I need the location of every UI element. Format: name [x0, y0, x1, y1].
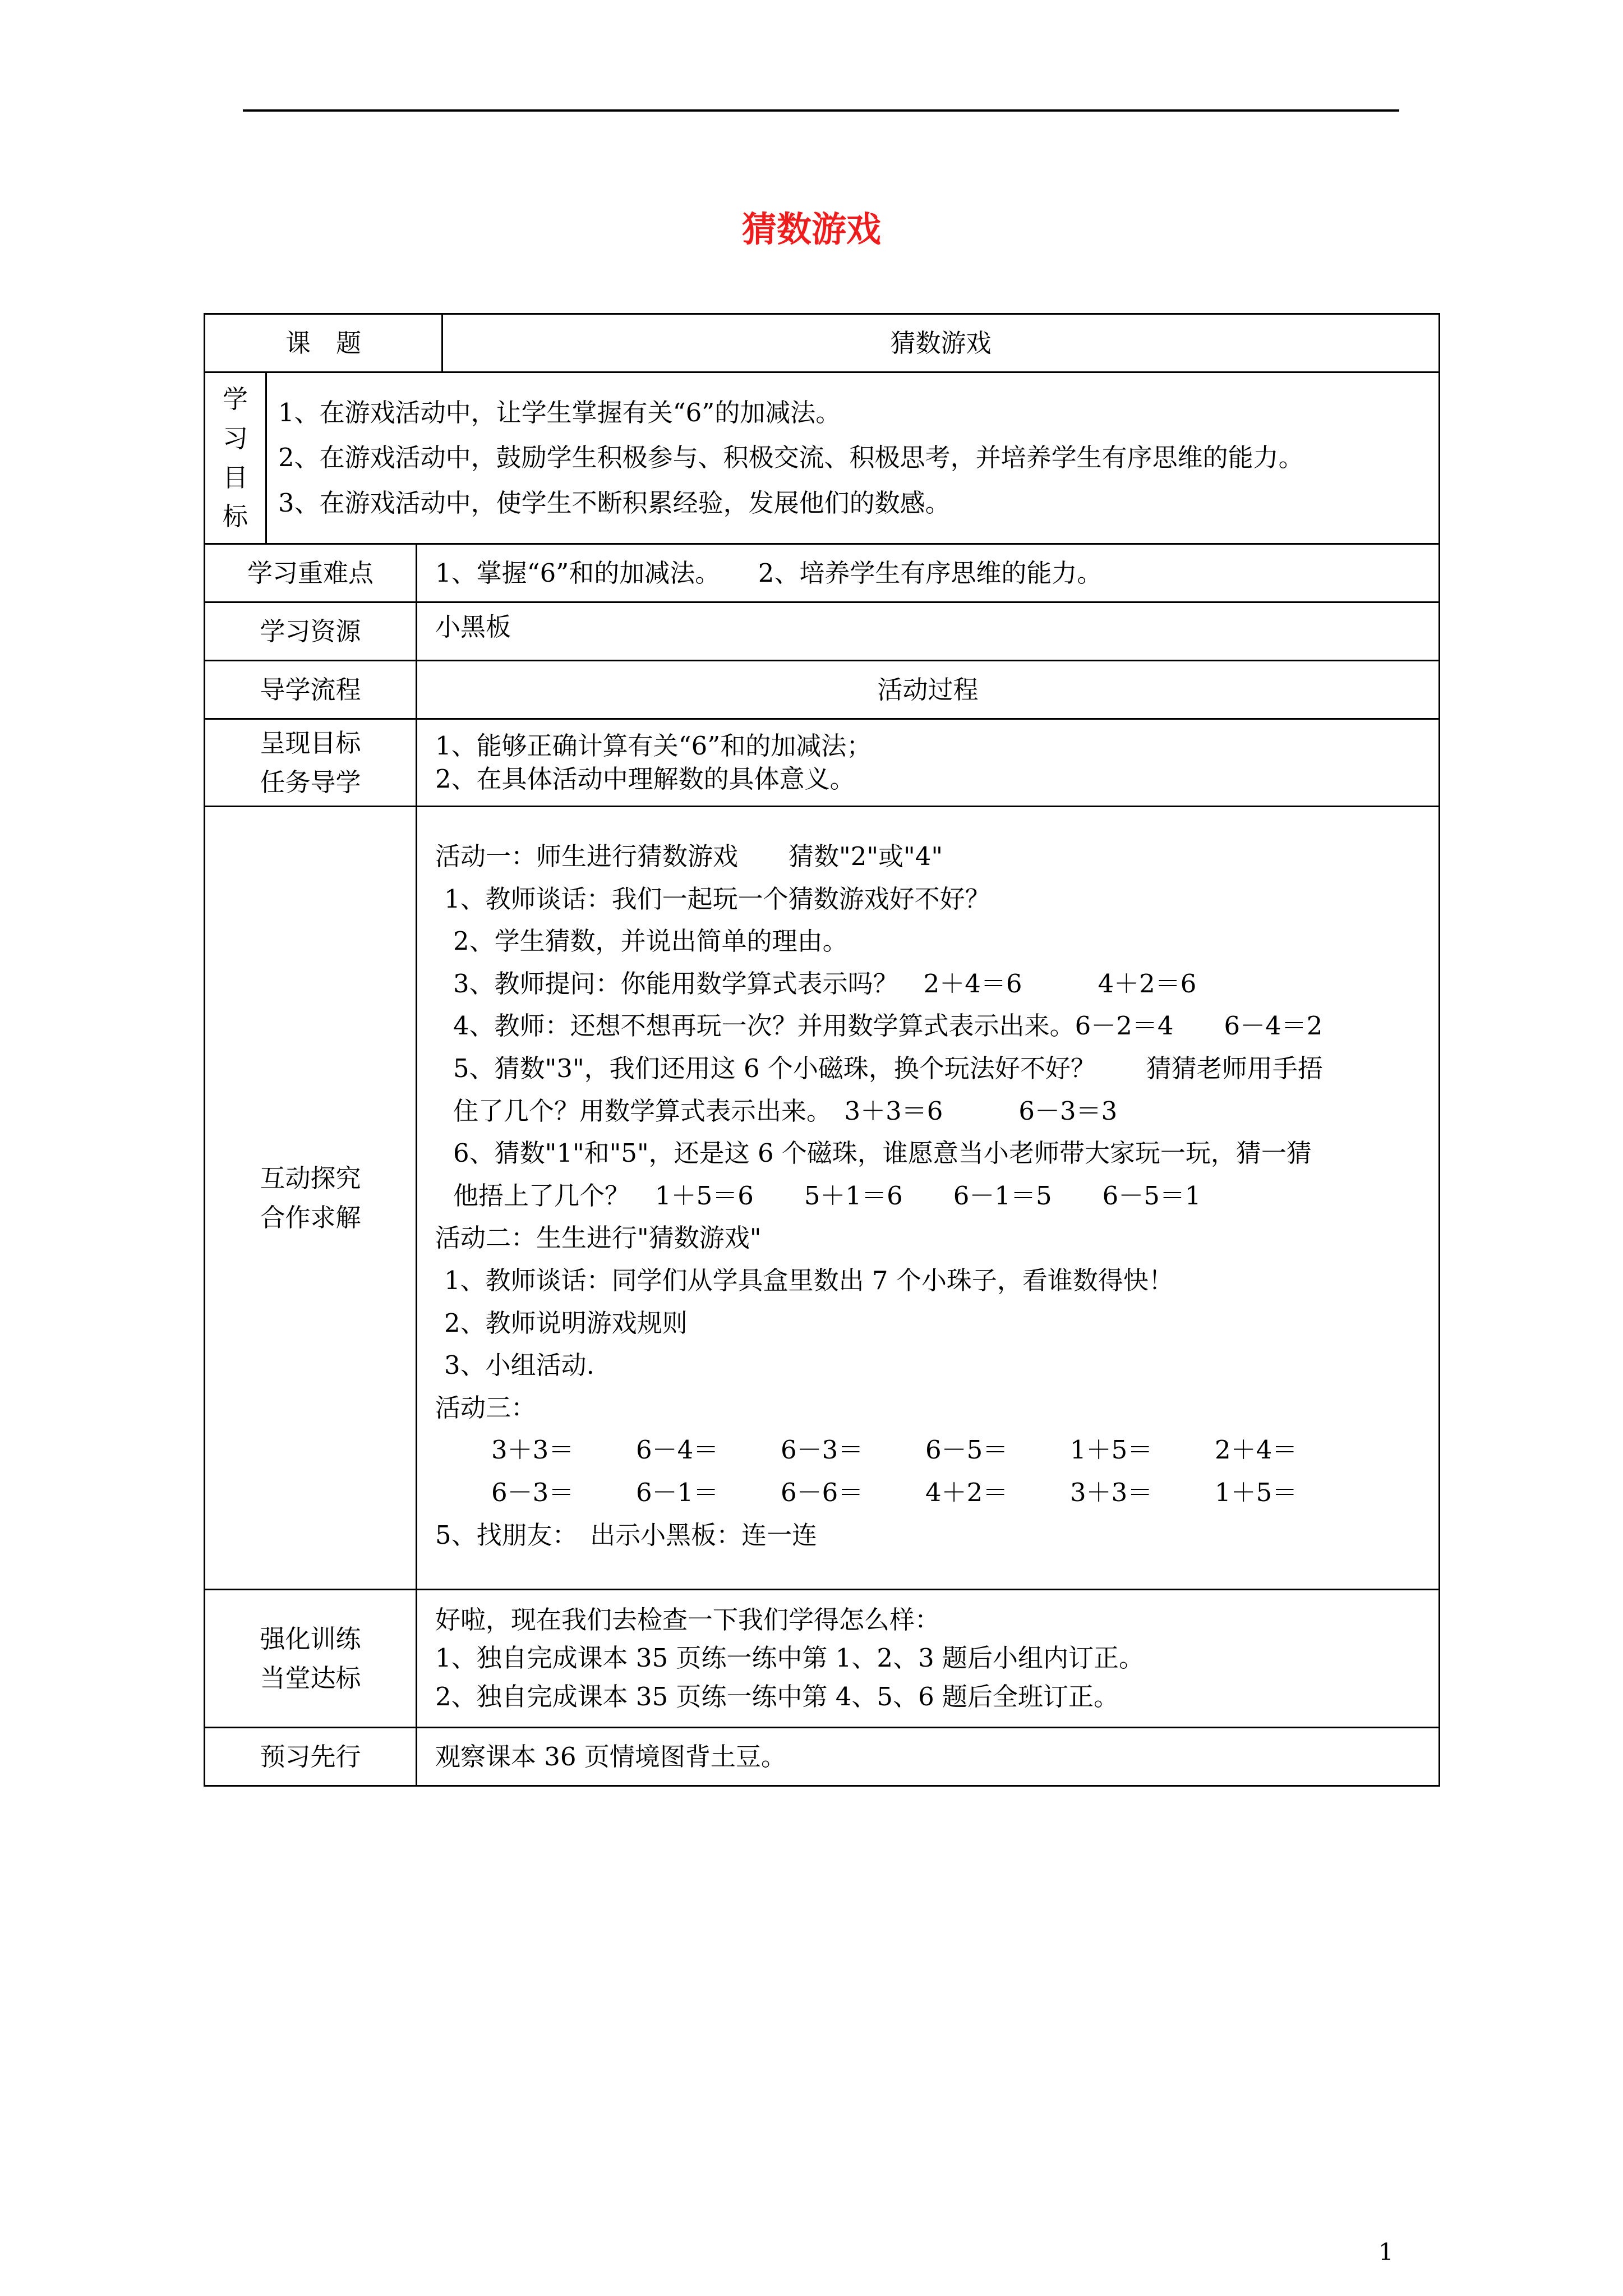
equation: 6－1＝	[636, 1477, 719, 1507]
explore-line: 活动一：师生进行猜数游戏 猜数"2"或"4"	[435, 841, 943, 871]
equation: 4＋2＝	[925, 1477, 1008, 1507]
present-item: 1、能够正确计算有关“6”和的加减法；	[435, 731, 872, 761]
explore-label	[205, 807, 417, 1590]
goals-label-char: 目	[222, 462, 248, 493]
equation-row	[435, 1471, 1428, 1514]
equation: 6－3＝	[491, 1477, 574, 1507]
equation: 6－5＝	[925, 1435, 1008, 1465]
explore-line: 5、猜数"3"，我们还用这 6 个小磁珠，换个玩法好不好？ 猜猜老师用手捂	[453, 1053, 1323, 1083]
equation: 3＋3＝	[491, 1435, 574, 1465]
resources-label: 学习资源	[205, 602, 417, 661]
row-process	[205, 661, 1440, 719]
practice-line: 1、独自完成课本 35 页练一练中第 1、2、3 题后小组内订正。	[435, 1643, 1145, 1673]
key-points-value: 1、掌握“6”和的加减法。 2、培养学生有序思维的能力。	[417, 544, 1440, 602]
row-explore	[205, 807, 1440, 1590]
explore-line: 2、教师说明游戏规则	[444, 1308, 688, 1338]
row-goals	[205, 372, 1440, 544]
equation: 6－6＝	[781, 1477, 864, 1507]
explore-label-line: 互动探究	[260, 1163, 361, 1193]
document-title: 猜数游戏	[741, 209, 881, 250]
goals-label-char: 习	[222, 423, 248, 453]
explore-line: 1、教师谈话：同学们从学具盒里数出 7 个小珠子，看谁数得快！	[444, 1265, 1174, 1295]
practice-label-line: 强化训练	[260, 1623, 361, 1654]
explore-line: 1、教师谈话：我们一起玩一个猜数游戏好不好？	[444, 884, 990, 914]
row-present	[205, 719, 1440, 807]
equation: 1＋5＝	[1070, 1435, 1153, 1465]
practice-content	[417, 1590, 1440, 1728]
header-rule	[243, 109, 1399, 112]
preview-label: 预习先行	[205, 1728, 417, 1786]
explore-line: 2、学生猜数，并说出简单的理由。	[453, 926, 848, 956]
explore-line: 5、找朋友： 出示小黑板：连一连	[435, 1520, 818, 1550]
goals-label-char: 学	[222, 384, 248, 414]
practice-line: 2、独自完成课本 35 页练一练中第 4、5、6 题后全班订正。	[435, 1681, 1119, 1711]
topic-label: 课 题	[205, 314, 442, 372]
row-resources	[205, 602, 1440, 661]
row-preview	[205, 1728, 1440, 1786]
process-label: 导学流程	[205, 661, 417, 719]
goal-item: 1、在游戏活动中，让学生掌握有关“6”的加减法。	[278, 398, 841, 428]
page-number: 1	[1378, 2238, 1394, 2266]
practice-line: 好啦，现在我们去检查一下我们学得怎么样：	[435, 1604, 940, 1635]
explore-line: 活动三：	[435, 1392, 537, 1423]
goal-item: 3、在游戏活动中，使学生不断积累经验，发展他们的数感。	[278, 487, 951, 518]
practice-label-line: 当堂达标	[260, 1663, 361, 1693]
goals-content	[266, 372, 1440, 544]
row-key-points	[205, 544, 1440, 602]
explore-line: 住了几个？用数学算式表示出来。 3＋3＝6 6－3＝3	[453, 1096, 1118, 1126]
explore-line: 6、猜数"1"和"5"，还是这 6 个磁珠，谁愿意当小老师带大家玩一玩，猜一猜	[453, 1138, 1312, 1168]
explore-line: 3、教师提问：你能用数学算式表示吗？ 2＋4＝6 4＋2＝6	[453, 968, 1197, 999]
explore-content	[417, 807, 1440, 1590]
equation: 2＋4＝	[1215, 1435, 1298, 1465]
explore-line: 4、教师：还想不想再玩一次？并用数学算式表示出来。6－2＝4 6－4＝2	[453, 1011, 1323, 1041]
present-label-line: 呈现目标	[260, 728, 361, 758]
resources-value: 小黑板	[417, 602, 1440, 661]
key-points-label: 学习重难点	[205, 544, 417, 602]
topic-value: 猜数游戏	[442, 314, 1440, 372]
process-value: 活动过程	[417, 661, 1440, 719]
row-practice	[205, 1590, 1440, 1728]
present-content	[417, 719, 1440, 807]
equation-row	[435, 1429, 1428, 1471]
row-topic	[205, 314, 1440, 372]
goal-item: 2、在游戏活动中，鼓励学生积极参与、积极交流、积极思考，并培养学生有序思维的能力。	[278, 443, 1304, 473]
equation: 3＋3＝	[1070, 1477, 1153, 1507]
present-label	[205, 719, 417, 807]
equation: 1＋5＝	[1215, 1477, 1298, 1507]
explore-line: 他捂上了几个？ 1＋5＝6 5＋1＝6 6－1＝5 6－5＝1	[453, 1180, 1201, 1211]
explore-label-line: 合作求解	[260, 1202, 361, 1232]
present-label-line: 任务导学	[260, 767, 361, 797]
goals-label	[205, 372, 266, 544]
equation: 6－4＝	[636, 1435, 719, 1465]
practice-label	[205, 1590, 417, 1728]
equation: 6－3＝	[781, 1435, 864, 1465]
preview-value: 观察课本 36 页情境图背土豆。	[417, 1728, 1440, 1786]
goals-label-char: 标	[222, 501, 248, 532]
explore-line: 活动二：生生进行"猜数游戏"	[435, 1223, 762, 1253]
explore-line: 3、小组活动.	[444, 1350, 594, 1381]
present-item: 2、在具体活动中理解数的具体意义。	[435, 763, 855, 794]
lesson-plan-table	[204, 313, 1440, 1787]
